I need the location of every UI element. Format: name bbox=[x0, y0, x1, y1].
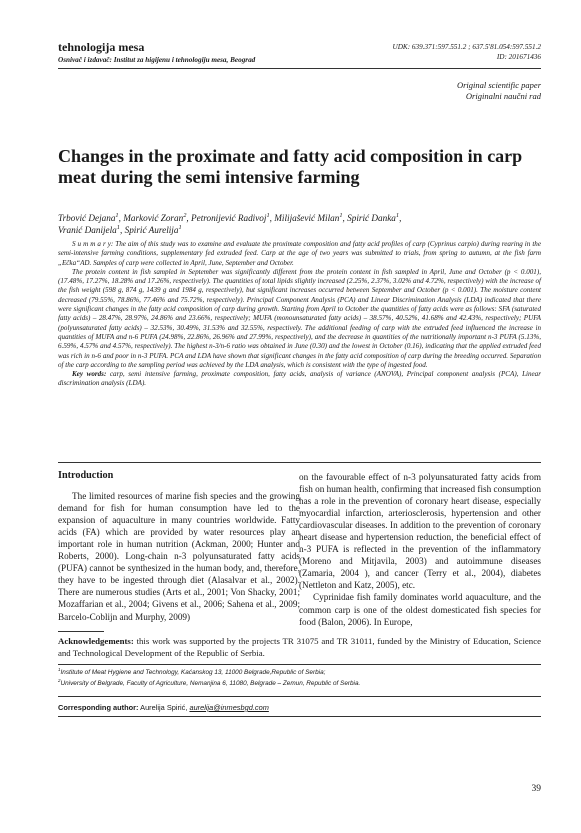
paper-type-en: Original scientific paper bbox=[456, 80, 541, 90]
abstract bbox=[58, 240, 541, 389]
paper-type-sr: Originalni naučni rad bbox=[465, 91, 541, 101]
footnote-2: $^2$University of Belgrade, Faculty of Agriculture, Nemanjina 6, 11080, Belgrade – Zemun, Republic of Serbia. bbox=[58, 677, 361, 687]
publisher-line: Osnivač i izdavač: Institut za higijenu i tehnologiju mesa, Beograd bbox=[58, 56, 256, 64]
abstract-p2: The protein content in fish sampled in September was significantly different from the protein content in fish sampled in April, June and October (p < 0.001), (17.48%, 17.27%, 18.28% and 17.26%, respectively). The quantities of total lipids slightly increased (2.25%, 2.37%, 3.02% and 4.72%, respectively) with the increase of the fish weight (598 g, 874 g, 1439 g and 1984 g, respectively), but significant increases occurred between September and October (p < 0.001). The moisture content decreased (79.55%, 78.86%, 77.46% and 75.72%, respectively). Principal Component Analysis (PCA) and Linear Discrimination Analysis (LDA) indicated that there were significant changes in the fatty acid composition of carp during growth. Starting from April to October the quantities of fatty acids were as follows: SFA (saturated fatty acids) – 28.47%, 28.97%, 24.86% and 23.66%, respectively; MUFA (monounsaturated fatty acids) – 38.57%, 40.52%, 41.68% and 42.43%, respectively; PUFA (polyunsaturated fatty acids) – 32.53%, 30.49%, 31.53% and 32.55%, respectively. The additional feeding of carp with the extruded feed influenced the increase in quantities of MUFA and n-6 PUFA (24.98%, 22.86%, 26.96% and 27.99%, respectively), and the decrease in quantities of the nutritionally important n-3 PUFA (5.13%, 6.59%, 4.57% and 4.57%, respectively). The highest n-3/n-6 ratio was obtained in June (0.30) and the lowest in October (0.16), indicating that the applied extruded feed was rich in n-6 and poor in n-3 PUFA. PCA and LDA have shown that significant changes in the fatty acid composition of carp during the breeding occurred. Separation of the carp according to the sampling period was achieved by the LDA analysis, which is consistent with the type of ingested food. bbox=[58, 267, 541, 369]
corr-separator bbox=[58, 696, 541, 697]
udk-code: UDK: 639.371:597.551.2 ; 637.5'81.054:597.551.2 bbox=[392, 43, 541, 51]
author-list bbox=[58, 212, 541, 236]
keywords: Key words: carp, semi intensive farming, proximate composition, fatty acids, analysis of variance (ANOVA), Principal component analysis (PCA), Linear discrimination analysis (LDA). bbox=[58, 370, 541, 388]
intro-paragraph-1: The limited resources of marine fish species and the growing demand for fish for human consumption have led to the expansion of aquaculture in many countries worldwide. Fatty acids (FA) which are provided by water resources play an important role in human nutrition (Ackman, 2000; Hunter and Roberts, 2000). Long-chain n-3 polyunsaturated fatty acids (PUFA) cannot be synthesized in the human body, and, therefore, they have to be ingested through diet (Alasalvar et al., 2002). There are numerous studies (Arts et al., 2001; Von Shacky, 2001; Mozaffarian et al., 2004; Givens et al., 2006; Sahena et al., 2009; Barcelo-Coblijn and Murphy, 2009) bbox=[58, 491, 300, 622]
footnote-rule bbox=[58, 631, 104, 632]
header-rule bbox=[58, 68, 541, 69]
column-left bbox=[58, 470, 300, 623]
intro-paragraph-3: Cyprinidae fish family dominates world aquaculture, and the common carp is one of the oldest domesticated fish species for food (Balon, 2006). In Europe, bbox=[299, 592, 541, 627]
intro-paragraph-2: on the favourable effect of n-3 polyunsaturated fatty acids from fish on human health, confirming that increased fish consumption has a role in the prevention of coronary heart disease, especially myocardial infarction, arteriosclerosis, hypertension and other cardiovascular diseases. In addition to the prevention of coronary heart disease and hypertension reduction, the beneficial effect of n-3 PUFA is reflected in the prevention of the inflammatory (Moreno and Mitjavila, 2003) and autoimmune diseases (Zamaria, 2004 ), and cancer (Terry et al., 2004), diabetes (Nettleton and Katz, 2005), etc. bbox=[299, 472, 541, 591]
footnote-1: $^1$Institute of Meat Hygiene and Technology, Kaćanskog 13, 11000 Belgrade,Republic of Serbia; bbox=[58, 666, 326, 676]
article-id: ID: 201671436 bbox=[496, 53, 541, 61]
author: Spirić Danka$^1$, bbox=[347, 211, 402, 223]
paper-type bbox=[457, 80, 541, 102]
author: Marković Zoran$^2$, bbox=[123, 211, 192, 223]
udk-block bbox=[393, 42, 541, 62]
journal-name: tehnologija mesa bbox=[58, 40, 145, 54]
abstract-p1: S u m m a r y: The aim of this study was to examine and evaluate the proximate composition and fatty acid profiles of carp (Cyprinus carpio) during rearing in the semi-intensive farming conditions, supplementary fed extruded feed. Carp at the age of two years was submitted to trials, from spring to autumn, at the fish farm „Ečka“AD. Samples of carp were collected in April, June, September and October. bbox=[58, 240, 541, 267]
corresponding-author: Corresponding author: Aurelija Spirić, aurelija@inmesbgd.com bbox=[58, 703, 269, 712]
author: Trbović Dejana$^1$, bbox=[58, 211, 124, 223]
column-right bbox=[299, 471, 541, 628]
author: Milijašević Milan$^1$, bbox=[274, 211, 348, 223]
corr-rule-bottom bbox=[58, 716, 541, 717]
abstract-rule bbox=[58, 462, 541, 463]
section-heading-introduction: Introduction bbox=[58, 470, 114, 481]
page-number: 39 bbox=[531, 784, 541, 794]
footnote-separator bbox=[58, 664, 541, 665]
paper-title: Changes in the proximate and fatty acid composition in carp meat during the semi intensive farming bbox=[58, 146, 523, 187]
corresponding-email-link[interactable]: aurelija@inmesbgd.com bbox=[189, 703, 269, 712]
author: Spirić Aurelija$^1$ bbox=[124, 223, 182, 235]
acknowledgements: Acknowledgements: this work was supported by the projects TR 31075 and TR 31011, funded by the Ministry of Education, Science and Technological Development of the Republic of Serbia. bbox=[58, 636, 542, 658]
author: Vranić Danijela$^1$, bbox=[58, 223, 125, 235]
author: Petronijević Radivoj$^1$, bbox=[191, 211, 275, 223]
